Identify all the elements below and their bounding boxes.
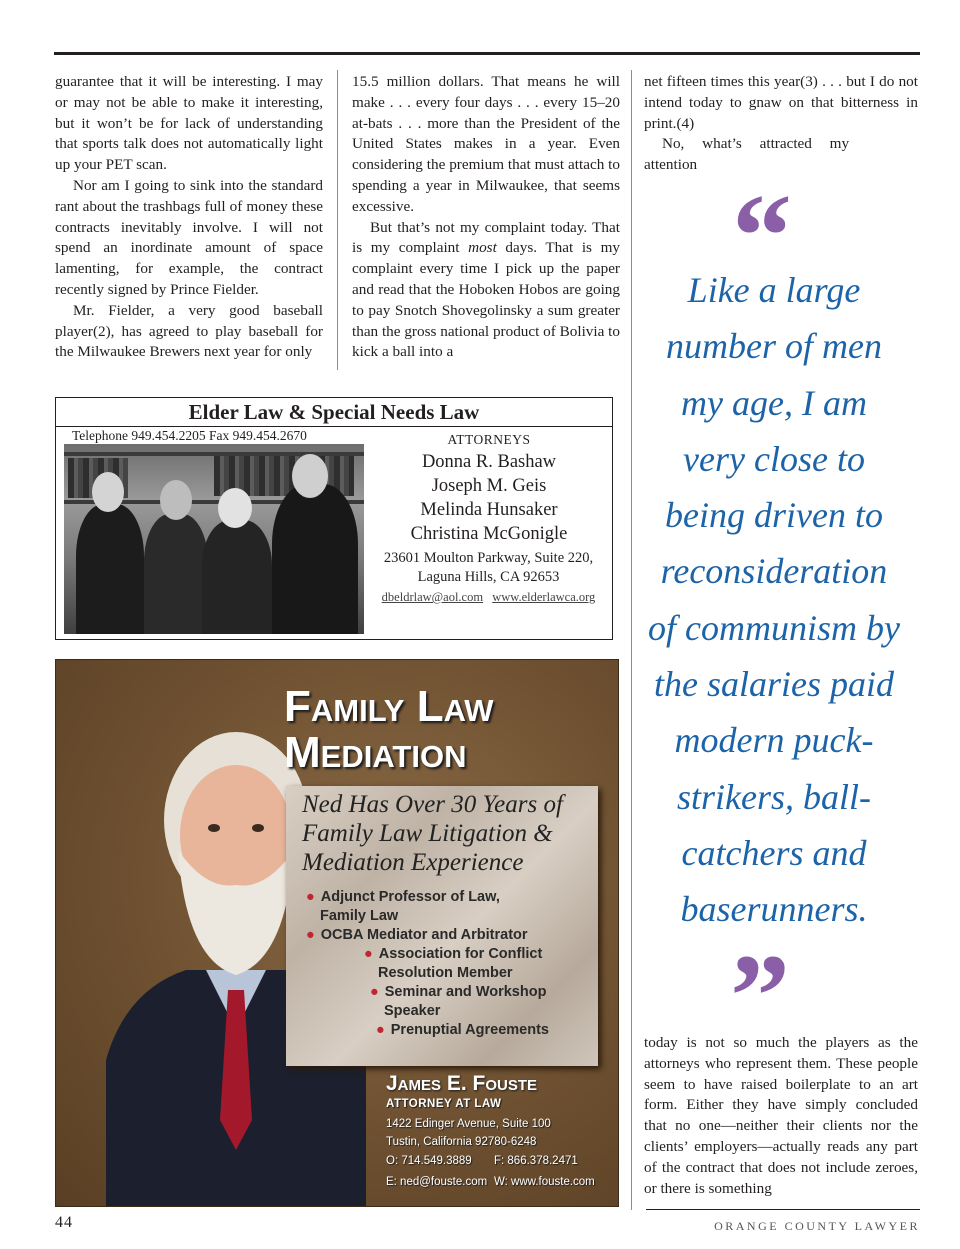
article-column-2 — [352, 72, 620, 363]
address-line: 1422 Edinger Avenue, Suite 100 — [386, 1118, 551, 1130]
footer-rule — [646, 1209, 920, 1210]
column-divider — [337, 70, 338, 370]
family-law-mediation-ad — [55, 659, 619, 1207]
fax-number: F: 866.378.2471 — [494, 1155, 578, 1167]
paragraph: today is not so much the players as the attorneys who represent them. These people seem to have raised boilerplate to an art form. Either they have simply concluded that no one—neither their clients nor the clients’ employers—actually reads any part of the contract that does not include zeroes, or there is something — [644, 1034, 918, 1197]
bullet-text: Speaker — [384, 1003, 441, 1020]
phone-number: O: 714.549.3889 — [386, 1155, 472, 1167]
ad-title: Elder Law & Special Needs Law — [188, 400, 480, 424]
attorney-name: Joseph M. Geis — [431, 476, 547, 496]
bullet-text: Adjunct Professor of Law, — [320, 889, 500, 905]
attorneys-heading: ATTORNEYS — [447, 432, 531, 447]
eye-icon — [208, 824, 220, 832]
ad-subheading: Ned Has Over 30 Years of Family Law Litigation & Mediation Experience — [302, 791, 563, 876]
page-number: 44 — [55, 1214, 73, 1231]
attorney-name: James E. Fouste — [386, 1072, 538, 1095]
text-run: But that’s not my complaint today. That is my complaint — [352, 218, 620, 257]
person-silhouette-icon — [76, 504, 144, 634]
website-link[interactable]: W: www.fouste.com — [494, 1176, 595, 1188]
paragraph: guarantee that it will be interesting. I may or may not be able to make it interesting, but it won’t be for lack of understanding that sports talk does not automatically light up your PET scan. — [55, 73, 323, 174]
paragraph: Nor am I going to sink into the standard rant about the trashbags full of money these contracts inevitably involve. I will not spend an inordinate amount of space lamenting, for example, the contract recently signed by Prince Fielder. — [55, 176, 323, 298]
text-run: days. That is my complaint every time I pick up the paper and read that the Hoboken Hobos are going to pay Snotch Shovegolinsky a sum greater than the gross national product of Bolivia to kick a ball into a — [352, 239, 620, 361]
emphasis: most — [468, 239, 497, 257]
email-link[interactable]: E: ned@fouste.com — [386, 1176, 488, 1188]
bullet-icon: ● — [376, 1022, 385, 1038]
eye-icon — [252, 824, 264, 832]
heading-line: Mediation — [284, 728, 467, 777]
head-icon — [92, 472, 124, 512]
column-divider — [631, 70, 632, 1210]
email-link[interactable]: dbeldrlaw@aol.com — [381, 590, 484, 604]
attorney-name: Melinda Hunsaker — [420, 500, 558, 520]
journal-name: ORANGE COUNTY LAWYER — [714, 1219, 920, 1233]
attorney-name: Christina McGonigle — [410, 524, 568, 544]
bullet-text: OCBA Mediator and Arbitrator — [320, 927, 528, 943]
heading-line: Family Law — [284, 682, 494, 731]
bullet-item — [376, 1021, 549, 1040]
bullet-item — [306, 926, 528, 945]
ad-address-line: 23601 Moulton Parkway, Suite 220, — [383, 550, 594, 566]
address-line: Tustin, California 92780-6248 — [386, 1136, 537, 1148]
bullet-text: Association for Conflict — [378, 946, 543, 962]
head-icon — [292, 454, 328, 498]
top-rule — [54, 52, 920, 55]
bullet-text: Resolution Member — [378, 965, 513, 982]
close-quote-mark: ” — [730, 929, 790, 1062]
ad-telephone: Telephone 949.454.2205 Fax 949.454.2670 — [72, 428, 307, 443]
paragraph: net fifteen times this year(3) . . . but I do not intend today to gnaw on that bitterness in print.(4) — [644, 73, 918, 132]
bullet-text: Family Law — [320, 908, 399, 925]
article-column-1 — [55, 72, 323, 363]
bullet-icon: ● — [306, 889, 315, 905]
article-column-3-continued — [644, 1033, 918, 1199]
bullet-item — [364, 945, 542, 984]
bullet-text: Seminar and Workshop — [384, 984, 547, 1000]
paragraph: No, what’s attracted my attention — [644, 135, 850, 174]
ad-contact-links — [366, 590, 611, 605]
head-icon — [160, 480, 192, 520]
bullet-item — [370, 983, 546, 1022]
ad-address-line: Laguna Hills, CA 92653 — [417, 569, 560, 585]
person-silhouette-icon — [144, 514, 208, 634]
head-icon — [218, 488, 252, 528]
paragraph: Mr. Fielder, a very good baseball player(2), has agreed to play baseball for the Milwaukee Brewers next year for only — [55, 301, 323, 361]
ad-title-rule — [56, 426, 612, 427]
paragraph: 15.5 million dollars. That means he will make . . . every four days . . . every 15–20 at-bats . . . more than the President of the United States makes in a year. Even considering the premium that must attach to spending a year in Milwaukee, that seems excessive. — [352, 73, 620, 215]
ad-heading — [284, 684, 494, 776]
website-link[interactable]: www.elderlawca.org — [492, 590, 596, 604]
attorneys-photo — [64, 444, 364, 634]
person-silhouette-icon — [272, 484, 358, 634]
elder-law-ad — [55, 397, 613, 640]
person-silhouette-icon — [202, 520, 272, 634]
attorney-title: ATTORNEY AT LAW — [386, 1098, 502, 1110]
article-column-3 — [644, 72, 918, 176]
bullet-text: Prenuptial Agreements — [390, 1022, 549, 1038]
pull-quote: Like a large number of men my age, I am very close to being driven to reconsideration of communism by the salaries paid modern puck-strikers, ball-catchers and baserunners. — [648, 270, 900, 930]
attorney-name: Donna R. Bashaw — [421, 452, 557, 472]
open-quote-mark: “ — [732, 169, 792, 302]
bullet-icon: ● — [364, 946, 373, 962]
bullet-icon: ● — [306, 927, 315, 943]
paragraph — [352, 218, 620, 364]
bullet-icon: ● — [370, 984, 379, 1000]
bullet-item — [306, 888, 500, 927]
